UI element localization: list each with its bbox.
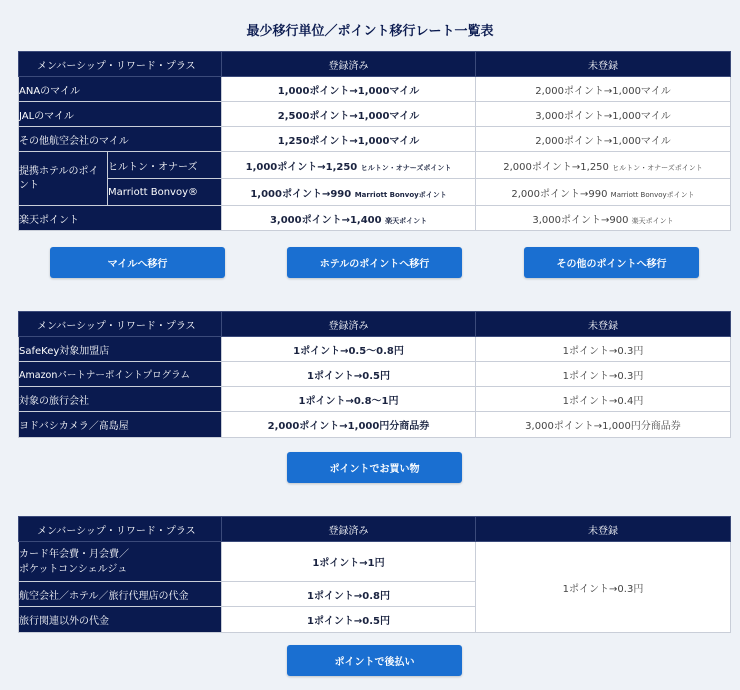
unregistered-rate: 2,000ポイント→1,000マイル xyxy=(476,77,731,102)
table-row xyxy=(19,152,731,179)
table-header-row xyxy=(19,312,731,337)
registered-rate: 1,000ポイント→1,250 ヒルトン・オナーズポイント xyxy=(222,152,476,179)
registered-rate: 1ポイント→0.5円 xyxy=(222,607,476,633)
table-row xyxy=(19,337,731,362)
page-title: 最少移行単位／ポイント移行レート一覧表 xyxy=(246,24,494,39)
registered-rate: 1ポイント→1円 xyxy=(222,542,476,582)
row-label: Amazonパートナーポイントプログラム xyxy=(19,362,222,387)
registered-rate: 2,500ポイント→1,000マイル xyxy=(222,102,476,127)
row-label: その他航空会社のマイル xyxy=(19,127,222,152)
row-label: SafeKey対象加盟店 xyxy=(19,337,222,362)
unregistered-rate: 3,000ポイント→1,000マイル xyxy=(476,102,731,127)
table-row xyxy=(19,362,731,387)
shopping-rate-table xyxy=(18,311,731,438)
unregistered-rate: 2,000ポイント→990 Marriott Bonvoyポイント xyxy=(476,179,731,206)
table-row xyxy=(19,102,731,127)
registered-rate: 1,000ポイント→990 Marriott Bonvoyポイント xyxy=(222,179,476,206)
header-registered: 登録済み xyxy=(222,517,476,542)
registered-rate: 1ポイント→0.5～0.8円 xyxy=(222,337,476,362)
transfer-to-miles-button[interactable]: マイルへ移行 xyxy=(50,247,225,278)
row-label: 航空会社／ホテル／旅行代理店の代金 xyxy=(19,582,222,607)
header-membership: メンバーシップ・リワード・プラス xyxy=(19,312,222,337)
row-label: 対象の旅行会社 xyxy=(19,387,222,412)
row-label: カード年会費・月会費／ ポケットコンシェルジュ xyxy=(19,542,222,582)
unregistered-rate: 1ポイント→0.3円 xyxy=(476,542,731,633)
payment-rate-table xyxy=(18,516,731,633)
header-registered: 登録済み xyxy=(222,312,476,337)
unregistered-rate: 2,000ポイント→1,000マイル xyxy=(476,127,731,152)
row-label: ヒルトン・オナーズ xyxy=(108,152,222,179)
registered-rate: 1ポイント→0.5円 xyxy=(222,362,476,387)
header-membership: メンバーシップ・リワード・プラス xyxy=(19,517,222,542)
table-row xyxy=(19,542,731,582)
header-registered: 登録済み xyxy=(222,52,476,77)
registered-rate: 1ポイント→0.8円 xyxy=(222,582,476,607)
unregistered-rate: 1ポイント→0.4円 xyxy=(476,387,731,412)
table-row xyxy=(19,387,731,412)
registered-rate: 3,000ポイント→1,400 楽天ポイント xyxy=(222,206,476,231)
unregistered-rate: 2,000ポイント→1,250 ヒルトン・オナーズポイント xyxy=(476,152,731,179)
table-header-row xyxy=(19,52,731,77)
row-label: 楽天ポイント xyxy=(19,206,222,231)
registered-rate: 1,000ポイント→1,000マイル xyxy=(222,77,476,102)
table-header-row xyxy=(19,517,731,542)
header-unregistered: 未登録 xyxy=(476,517,731,542)
row-label: JALのマイル xyxy=(19,102,222,127)
unregistered-rate: 3,000ポイント→1,000円分商品券 xyxy=(476,412,731,438)
row-label: ANAのマイル xyxy=(19,77,222,102)
transfer-to-hotel-points-button[interactable]: ホテルのポイントへ移行 xyxy=(287,247,462,278)
header-unregistered: 未登録 xyxy=(476,312,731,337)
table-row xyxy=(19,77,731,102)
table-row xyxy=(19,179,731,206)
registered-rate: 1ポイント→0.8～1円 xyxy=(222,387,476,412)
table-row xyxy=(19,206,731,231)
shop-with-points-button[interactable]: ポイントでお買い物 xyxy=(287,452,462,483)
unregistered-rate: 1ポイント→0.3円 xyxy=(476,362,731,387)
registered-rate: 2,000ポイント→1,000円分商品券 xyxy=(222,412,476,438)
transfer-to-other-points-button[interactable]: その他のポイントへ移行 xyxy=(524,247,699,278)
unregistered-rate: 1ポイント→0.3円 xyxy=(476,337,731,362)
table-row xyxy=(19,412,731,438)
row-label: 旅行関連以外の代金 xyxy=(19,607,222,633)
header-unregistered: 未登録 xyxy=(476,52,731,77)
transfer-rate-table xyxy=(18,51,731,231)
unregistered-rate: 3,000ポイント→900 楽天ポイント xyxy=(476,206,731,231)
table-row xyxy=(19,127,731,152)
pay-later-with-points-button[interactable]: ポイントで後払い xyxy=(287,645,462,676)
hotel-group-label: 提携ホテルのポイント xyxy=(19,152,108,206)
header-membership: メンバーシップ・リワード・プラス xyxy=(19,52,222,77)
row-label: ヨドバシカメラ／髙島屋 xyxy=(19,412,222,438)
row-label: Marriott Bonvoy® xyxy=(108,179,222,206)
registered-rate: 1,250ポイント→1,000マイル xyxy=(222,127,476,152)
